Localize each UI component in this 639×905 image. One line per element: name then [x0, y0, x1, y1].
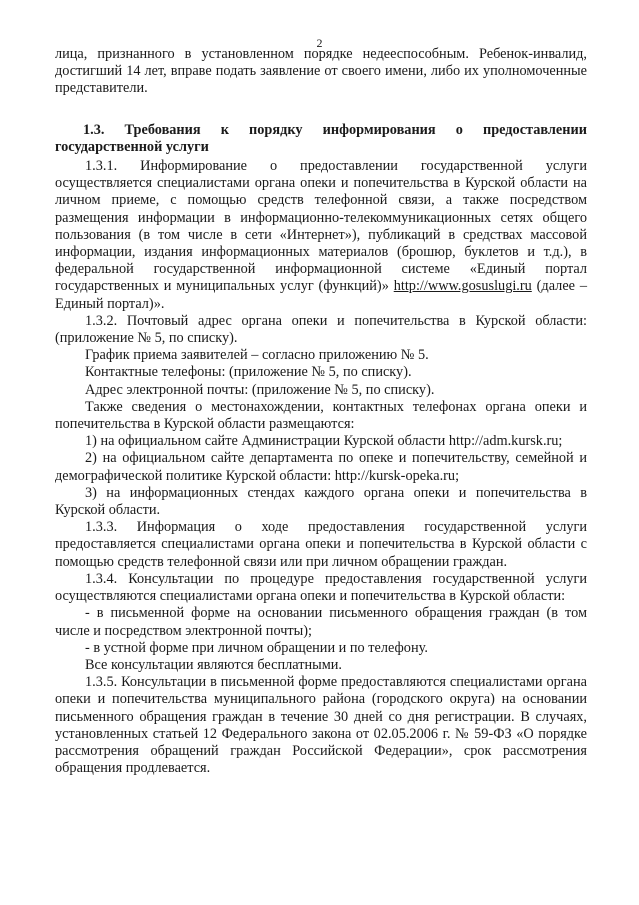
paragraph-1-3-5: 1.3.5. Консультации в письменной форме предоставляются специалистами органа опеки и попечительства муниципального района (городского округа) на основании письменного обращения граждан в течение 30 дней со дня регистрации. В случаях, установленных статьей 12 Федерального закона от 02.05.2006 г. № 59-ФЗ «О порядке рассмотрения обращений граждан Российской Федерации», срок рассмотрения обращения продлевается. [55, 674, 587, 777]
email-line: Адрес электронной почты: (приложение № 5, по списку). [85, 381, 435, 398]
page-number: 2 [316, 36, 323, 50]
paragraph-1-3-1-text: 1.3.1. Информирование о предоставлении государственной услуги осуществляется специалистами органа опеки и попечительства в Курской области на личном приеме, с помощью средств телефонной связи, а также посредством размещения информации в информационно-телекоммуникационных сетях общего пользования (в том числе в сети «Интернет»), публикаций в средствах массовой информации, издания информационных материалов (брошюр, буклетов и т.д.), в федеральной государственной информационной системе «Единый портал государственных и муниципальных услуг (функций)» [55, 158, 587, 295]
paragraph-1-3-2: 1.3.2. Почтовый адрес органа опеки и попечительства в Курской области: (приложение № 5, по списку). [55, 312, 587, 347]
phones-line: Контактные телефоны: (приложение № 5, по списку). [85, 364, 412, 381]
section-heading: 1.3. Требования к порядку информирования о предоставлении государственной услуги [55, 121, 587, 155]
also-paragraph: Также сведения о местонахождении, контактных телефонах органа опеки и попечительства в Курской области размещаются: [55, 398, 587, 433]
gosuslugi-link[interactable]: http://www.gosuslugi.ru [393, 278, 532, 295]
schedule-line: График приема заявителей – согласно приложению № 5. [85, 347, 429, 364]
bullet-oral: - в устной форме при личном обращении и по телефону. [85, 639, 428, 656]
list-item-3: 3) на информационных стендах каждого органа опеки и попечительства в Курской области. [55, 484, 587, 519]
list-item-1: 1) на официальном сайте Администрации Курской области http://adm.kursk.ru; [85, 433, 563, 450]
paragraph-1-3-1 [55, 158, 587, 313]
bullet-written: - в письменной форме на основании письменного обращения граждан (в том числе и посредством электронной почты); [55, 605, 587, 639]
paragraph-1-3-1-tail: (далее – Единый портал)». [55, 278, 588, 312]
free-consultations: Все консультации являются бесплатными. [85, 656, 343, 673]
list-item-2: 2) на официальном сайте департамента по опеке и попечительству, семейной и демографической политике Курской области: http://kursk-opeka.ru; [55, 450, 587, 484]
paragraph-1-3-4: 1.3.4. Консультации по процедуре предоставления государственной услуги осуществляются специалистами органа опеки и попечительства в Курской области: [55, 570, 587, 605]
document-body [55, 46, 587, 777]
paragraph-1-3-3: 1.3.3. Информация о ходе предоставления государственной услуги предоставляется специалистами органа опеки и попечительства в Курской области с помощью средств телефонной связи или при личном обращении граждан. [55, 519, 587, 570]
intro-paragraph: лица, признанного в установленном порядке недееспособным. Ребенок-инвалид, достигший 14 лет, вправе подать заявление от своего имени, либо их уполномоченные представители. [55, 46, 587, 97]
